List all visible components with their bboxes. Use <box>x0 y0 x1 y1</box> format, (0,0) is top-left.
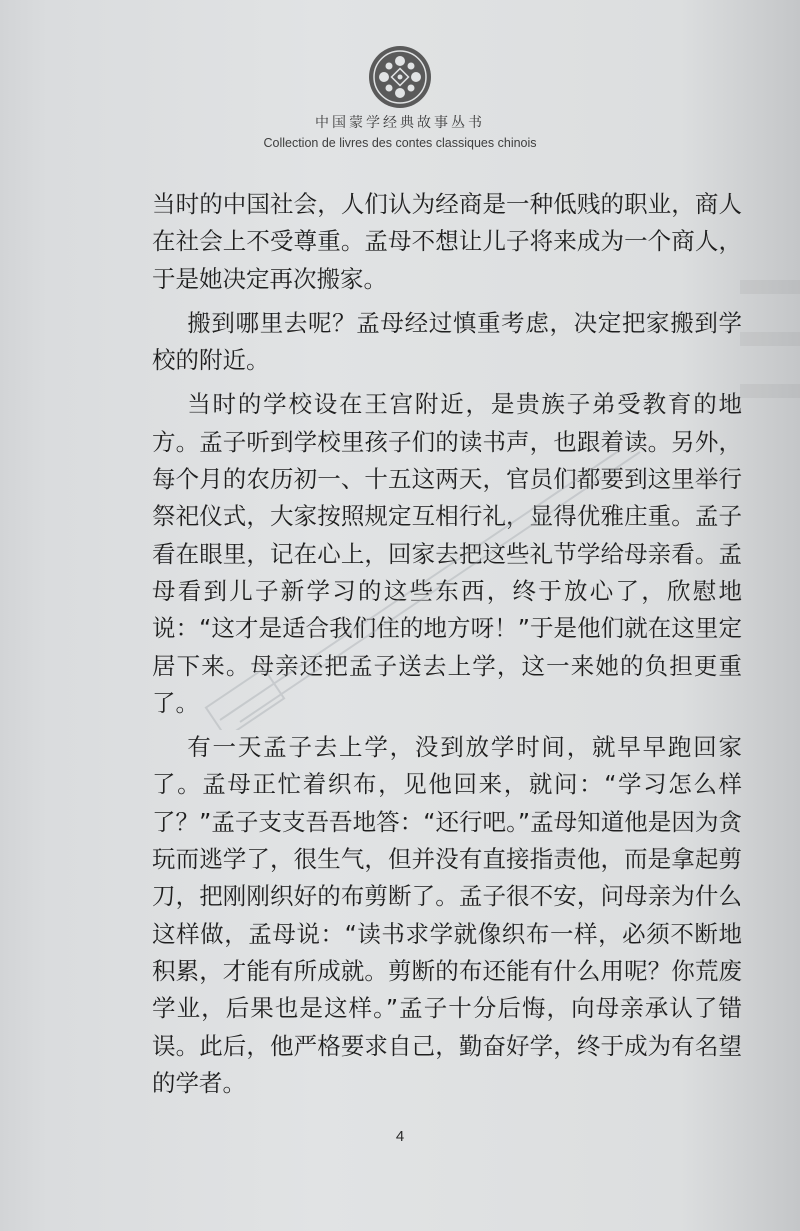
bleed-through-line <box>740 384 800 398</box>
paragraph: 当时的学校设在王宫附近，是贵族子弟受教育的地方。孟子听到学校里孩子们的读书声，也跟着读。另外，每个月的农历初一、十五这两天，官员们都要到这里举行祭祀仪式，大家按照规定互相行礼，显得优雅庄重。孟子看在眼里，记在心上，回家去把这些礼节学给母亲看。孟母看到儿子新学习的这些东西，终于放心了，欣慰地说：“这才是适合我们住的地方呀！”于是他们就在这里定居下来。母亲还把孟子送去上学，这一来她的负担更重了。 <box>152 390 742 717</box>
series-title-french: Collection de livres des contes classiques chinois <box>263 136 537 150</box>
paragraph: 有一天孟子去上学，没到放学时间，就早早跑回家了。孟母正忙着织布，见他回来，就问：“学习怎么样了？”孟子支支吾吾地答：“还行吧。”孟母知道他是因为贪玩而逃学了，很生气，但并没有直接指责他，而是拿起剪刀，把刚刚织好的布剪断了。孟子很不安，问母亲为什么这样做，孟母说：“读书求学就像织布一样，必须不断地积累，才能有所成就。剪断的布还能有什么用呢？你荒废学业，后果也是这样。”孟子十分后悔，向母亲承认了错误。此后，他严格要求自己，勤奋好学，终于成为有名望的学者。 <box>152 733 742 1097</box>
story-text <box>152 186 742 1109</box>
page-number: 4 <box>395 1128 405 1145</box>
bleed-through-line <box>740 280 800 294</box>
series-emblem-icon <box>367 44 433 110</box>
bleed-through-line <box>740 332 800 346</box>
paragraph: 搬到哪里去呢？孟母经过慎重考虑，决定把家搬到学校的附近。 <box>152 308 742 375</box>
paragraph: 当时的中国社会，人们认为经商是一种低贱的职业，商人在社会上不受尊重。孟母不想让儿子将来成为一个商人，于是她决定再次搬家。 <box>152 190 742 293</box>
series-title-chinese: 中国蒙学经典故事丛书 <box>315 115 485 131</box>
page-header <box>0 44 800 150</box>
